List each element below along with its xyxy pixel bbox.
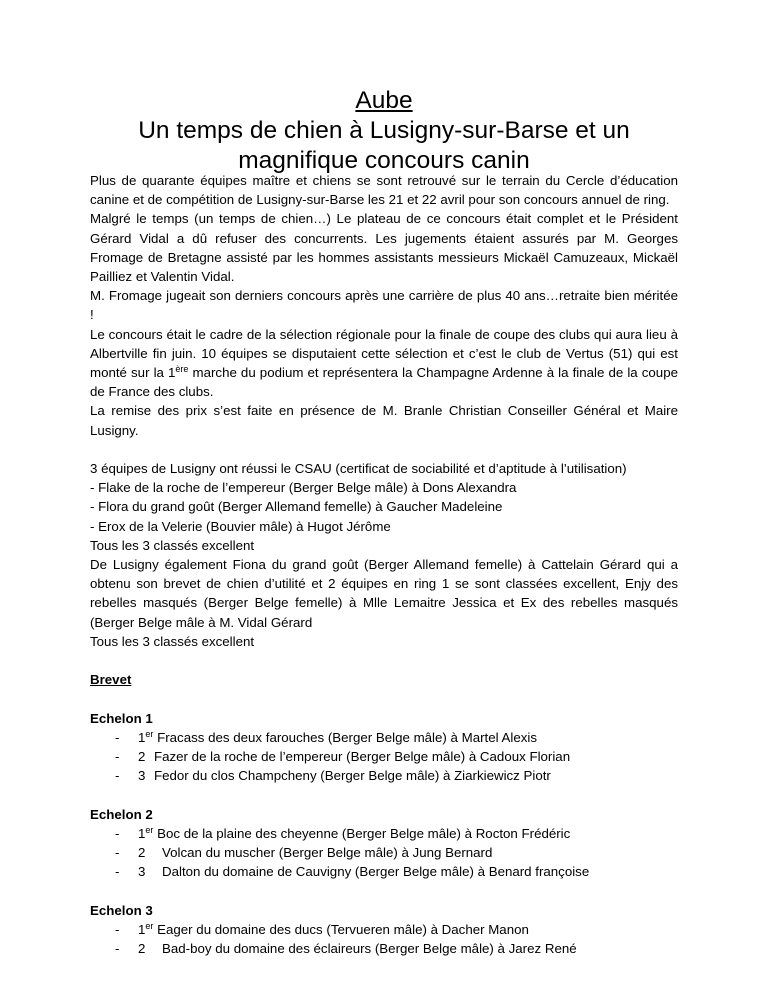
article-title <box>90 86 678 176</box>
csau-all-excellent: Tous les 3 classés excellent <box>90 537 255 553</box>
result-row <box>90 824 678 843</box>
list-dash: - <box>115 729 120 745</box>
title-headline-line1: Un temps de chien à Lusigny-sur-Barse et un <box>138 117 630 144</box>
selection-superscript: ère <box>175 364 189 375</box>
rank: 2 <box>138 844 146 860</box>
echelon-heading: Echelon 2 <box>90 806 153 822</box>
result-row <box>90 920 678 939</box>
result-entry: Volcan du muscher (Berger Belge mâle) à Jung Bernard <box>162 844 493 860</box>
result-row <box>90 747 678 766</box>
selection-text-a: Le concours était le cadre de la sélection régionale pour la finale de coupe des clubs qui aura lieu à Albertville fin juin. 10 équipes se disputaient cette sélection et c’est le club de Vertus (51) qui est monté sur la 1 <box>90 326 678 381</box>
rank: 1er Eager du domaine des ducs (Tervueren mâle) à Dacher Manon <box>138 920 529 937</box>
paragraph-weather: Malgré le temps (un temps de chien…) Le plateau de ce concours était complet et le Président Gérard Vidal a dû refuser des concurrents. Les jugements étaient assurés par M. Georges Fromage de Bretagne assisté par les hommes assistants messieurs Mickaël Camuzeaux, Mickaël Pailliez et Valentin Vidal. <box>90 211 678 285</box>
csau-item: - Erox de la Velerie (Bouvier mâle) à Hugot Jérôme <box>90 518 391 534</box>
result-entry: Fazer de la roche de l’empereur (Berger Belge mâle) à Cadoux Florian <box>154 749 571 765</box>
brevet-heading: Brevet <box>90 672 132 688</box>
csau-item: - Flake de la roche de l’empereur (Berger Belge mâle) à Dons Alexandra <box>90 480 517 496</box>
result-entry: Fracass des deux farouches (Berger Belge mâle) à Martel Alexis <box>153 729 537 745</box>
list-dash: - <box>115 940 120 956</box>
list-dash: - <box>115 844 120 860</box>
echelon-heading: Echelon 3 <box>90 902 153 918</box>
list-dash: - <box>115 864 120 880</box>
rank: 1er Fracass des deux farouches (Berger Belge mâle) à Martel Alexis <box>138 728 537 745</box>
rank: 2 <box>138 749 146 765</box>
result-row <box>90 728 678 747</box>
result-row <box>90 843 678 862</box>
echelon-heading: Echelon 1 <box>90 710 153 726</box>
paragraph-intro: Plus de quarante équipes maître et chiens se sont retrouvé sur le terrain du Cercle d’éducation canine et de compétition de Lusigny-sur-Barse les 21 et 22 avril pour son concours annuel de ring. <box>90 173 678 208</box>
result-row <box>90 766 678 785</box>
paragraph-also: De Lusigny également Fiona du grand goût (Berger Allemand femelle) à Cattelain Gérard qui a obtenu son brevet de chien d’utilité et 2 équipes en ring 1 se sont classées excellent, Enjy des rebelles masqués (Berger Belge femelle) à Mlle Lemaitre Jessica et Ex des rebelles masqués (Berger Belge mâle à M. Vidal Gérard <box>90 557 678 630</box>
rank: 1er Boc de la plaine des cheyenne (Berger Belge mâle) à Rocton Frédéric <box>138 824 571 841</box>
list-dash: - <box>115 825 120 841</box>
rank: 2 <box>138 940 146 956</box>
paragraph-selection <box>90 325 678 402</box>
result-row <box>90 862 678 881</box>
result-entry: Eager du domaine des ducs (Tervueren mâle) à Dacher Manon <box>153 921 529 937</box>
list-dash: - <box>115 768 120 784</box>
csau-item: - Flora du grand goût (Berger Allemand femelle) à Gaucher Madeleine <box>90 499 503 515</box>
title-region: Aube <box>355 87 413 114</box>
result-entry: Bad-boy du domaine des éclaireurs (Berger Belge mâle) à Jarez René <box>162 940 577 956</box>
selection-text-b: marche du podium et représentera la Champagne Ardenne à la finale de la coupe de France des clubs. <box>90 365 678 400</box>
list-dash: - <box>115 749 120 765</box>
list-dash: - <box>115 921 120 937</box>
paragraph-prizes: La remise des prix s’est faite en présence de M. Branle Christian Conseiller Général et Maire Lusigny. <box>90 403 678 438</box>
result-entry: Fedor du clos Champcheny (Berger Belge mâle) à Ziarkiewicz Piotr <box>154 768 551 784</box>
result-entry: Boc de la plaine des cheyenne (Berger Belge mâle) à Rocton Frédéric <box>153 825 571 841</box>
result-row <box>90 939 678 958</box>
csau-intro: 3 équipes de Lusigny ont réussi le CSAU (certificat de sociabilité et d’aptitude à l’utilisation) <box>90 461 627 477</box>
rank: 3 <box>138 768 146 784</box>
title-headline-line2: magnifique concours canin <box>238 147 530 174</box>
article-body <box>90 171 678 958</box>
paragraph-judge: M. Fromage jugeait son derniers concours après une carrière de plus 40 ans…retraite bien méritée ! <box>90 288 678 323</box>
csau-all-excellent-2: Tous les 3 classés excellent <box>90 633 255 649</box>
rank: 3 <box>138 864 146 880</box>
result-entry: Dalton du domaine de Cauvigny (Berger Belge mâle) à Benard françoise <box>162 864 590 880</box>
